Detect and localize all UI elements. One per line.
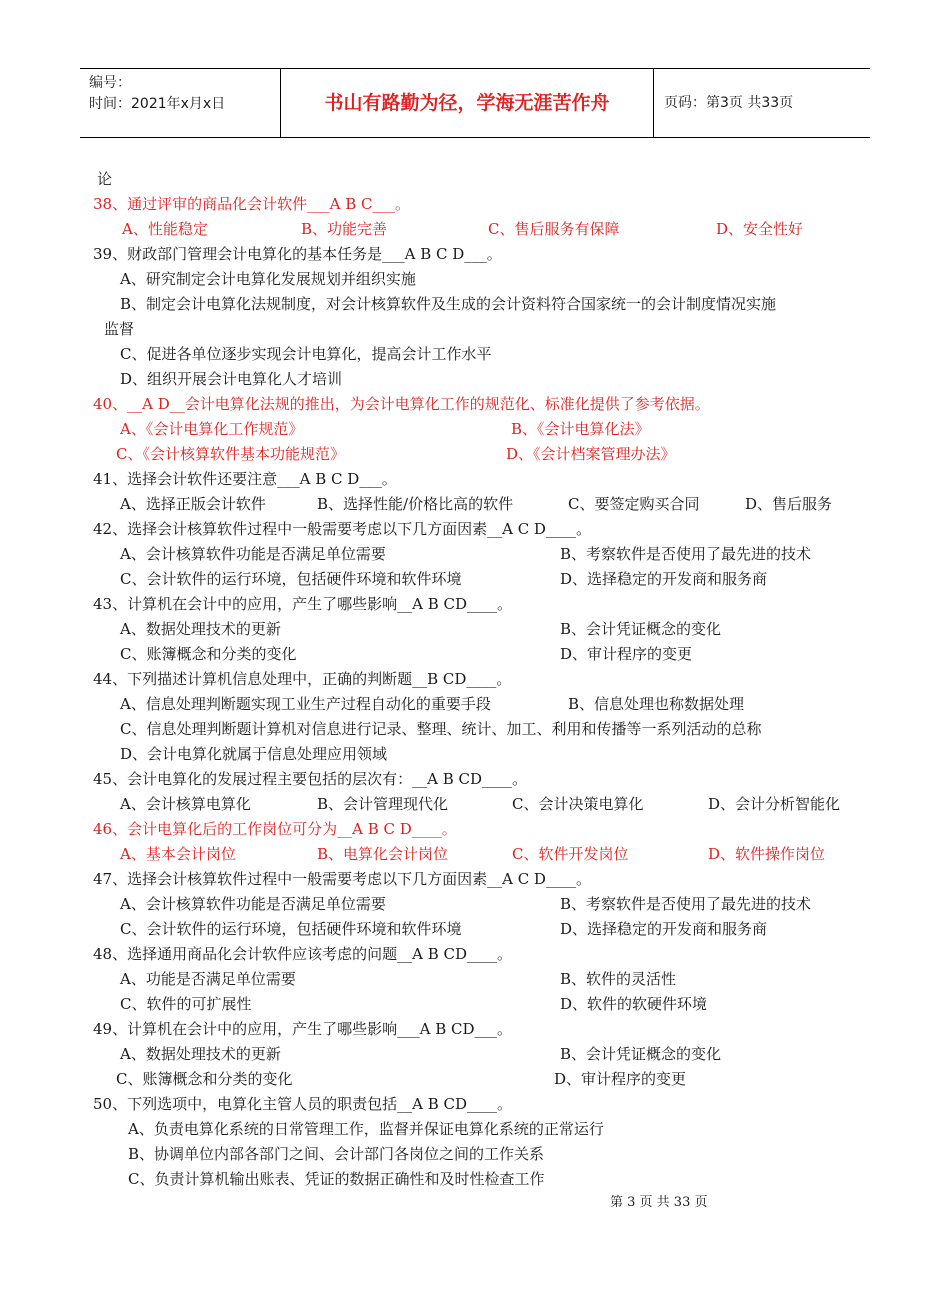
- option-a: A、信息处理判断题实现工业生产过程自动化的重要手段: [120, 695, 491, 713]
- question-45: 45、会计电算化的发展过程主要包括的层次有：__A B CD____。: [93, 770, 527, 788]
- document-number-label: 编号：: [89, 75, 131, 91]
- header-motto: 书山有路勤为径，学海无涯苦作舟: [281, 69, 654, 137]
- option-a: A、基本会计岗位: [120, 845, 236, 863]
- option-d: D、审计程序的变更: [560, 645, 693, 663]
- question-41: 41、选择会计软件还要注意___A B C D___。: [93, 470, 397, 488]
- question-43: 43、计算机在会计中的应用，产生了哪些影响__A B CD____。: [93, 595, 512, 613]
- header-meta: [80, 69, 281, 137]
- option-d: D、软件的软硬件环境: [560, 995, 708, 1013]
- option-d: D、选择稳定的开发商和服务商: [560, 570, 768, 588]
- option-d: D、安全性好: [716, 220, 804, 238]
- question-46: 46、会计电算化后的工作岗位可分为__A B C D____。: [93, 820, 457, 838]
- option-b: B、选择性能/价格比高的软件: [317, 495, 514, 513]
- option-c: C、信息处理判断题计算机对信息进行记录、整理、统计、加工、利用和传播等一系列活动的总称: [120, 720, 762, 738]
- option-d: D、组织开展会计电算化人才培训: [120, 370, 343, 388]
- question-48: 48、选择通用商品化会计软件应该考虑的问题__A B CD____。: [93, 945, 512, 963]
- option-b: B、考察软件是否使用了最先进的技术: [560, 895, 812, 913]
- option-a: A、会计核算电算化: [120, 795, 251, 813]
- question-38: 38、通过评审的商品化会计软件___A B C___。: [93, 195, 410, 213]
- option-d: D、售后服务: [745, 495, 833, 513]
- option-a: A、会计核算软件功能是否满足单位需要: [120, 895, 386, 913]
- option-b: B、会计管理现代化: [317, 795, 449, 813]
- question-42: 42、选择会计核算软件过程中一般需要考虑以下几方面因素__A C D____。: [93, 520, 591, 538]
- option-d: D、会计电算化就属于信息处理应用领域: [120, 745, 388, 763]
- option-b: B、功能完善: [301, 220, 388, 238]
- option-a: A、负责电算化系统的日常管理工作，监督并保证电算化系统的正常运行: [128, 1120, 604, 1138]
- option-b: B、制定会计电算化法规制度，对会计核算软件及生成的会计资料符合国家统一的会计制度情况实施: [120, 295, 777, 313]
- question-50: 50、下列选项中，电算化主管人员的职责包括__A B CD____。: [93, 1095, 512, 1113]
- option-c: C、会计决策电算化: [512, 795, 644, 813]
- option-a: A、选择正版会计软件: [120, 495, 266, 513]
- option-d: D、选择稳定的开发商和服务商: [560, 920, 768, 938]
- option-d: D、《会计档案管理办法》: [506, 445, 676, 463]
- option-d: D、会计分析智能化: [708, 795, 841, 813]
- option-b: B、考察软件是否使用了最先进的技术: [560, 545, 812, 563]
- option-b: B、会计凭证概念的变化: [560, 1045, 722, 1063]
- option-a: A、数据处理技术的更新: [120, 1045, 281, 1063]
- option-b: B、信息处理也称数据处理: [568, 695, 745, 713]
- option-b: B、电算化会计岗位: [317, 845, 449, 863]
- header-page-info: 页码：第3页 共33页: [664, 95, 794, 111]
- option-b: B、软件的灵活性: [560, 970, 677, 988]
- option-c: C、售后服务有保障: [488, 220, 620, 238]
- option-a: A、会计核算软件功能是否满足单位需要: [120, 545, 386, 563]
- option-d: D、软件操作岗位: [708, 845, 826, 863]
- option-c: C、软件的可扩展性: [120, 995, 252, 1013]
- page-header: [80, 68, 870, 138]
- option-b: B、《会计电算化法》: [511, 420, 650, 438]
- option-c: C、要签定购买合同: [568, 495, 700, 513]
- option-a: A、数据处理技术的更新: [120, 620, 281, 638]
- option-c: C、软件开发岗位: [512, 845, 629, 863]
- question-40: 40、__A D__会计电算化法规的推出，为会计电算化工作的规范化、标准化提供了参考依据。: [93, 395, 710, 413]
- option-b-continued: 监督: [104, 320, 135, 338]
- option-c: C、《会计核算软件基本功能规范》: [116, 445, 345, 463]
- option-b: B、协调单位内部各部门之间、会计部门各岗位之间的工作关系: [128, 1145, 545, 1163]
- question-44: 44、下列描述计算机信息处理中，正确的判断题__B CD____。: [93, 670, 512, 688]
- option-a: A、《会计电算化工作规范》: [120, 420, 304, 438]
- document-date: 时间：2021年x月x日: [89, 96, 226, 112]
- question-49: 49、计算机在会计中的应用，产生了哪些影响___A B CD___。: [93, 1020, 512, 1038]
- option-c: C、账簿概念和分类的变化: [120, 645, 297, 663]
- option-d: D、审计程序的变更: [554, 1070, 687, 1088]
- option-a: A、性能稳定: [122, 220, 208, 238]
- question-39: 39、财政部门管理会计电算化的基本任务是___A B C D___。: [93, 245, 502, 263]
- option-a: A、研究制定会计电算化发展规划并组织实施: [120, 270, 416, 288]
- option-c: C、负责计算机输出账表、凭证的数据正确性和及时性检查工作: [128, 1170, 545, 1188]
- option-a: A、功能是否满足单位需要: [120, 970, 296, 988]
- option-b: B、会计凭证概念的变化: [560, 620, 722, 638]
- question-47: 47、选择会计核算软件过程中一般需要考虑以下几方面因素__A C D____。: [93, 870, 591, 888]
- page-footer: 第 3 页 共 33 页: [610, 1195, 708, 1210]
- option-c: C、促进各单位逐步实现会计电算化，提高会计工作水平: [120, 345, 492, 363]
- option-c: C、账簿概念和分类的变化: [116, 1070, 293, 1088]
- text-line: 论: [97, 170, 113, 188]
- option-c: C、会计软件的运行环境，包括硬件环境和软件环境: [120, 570, 462, 588]
- option-c: C、会计软件的运行环境，包括硬件环境和软件环境: [120, 920, 462, 938]
